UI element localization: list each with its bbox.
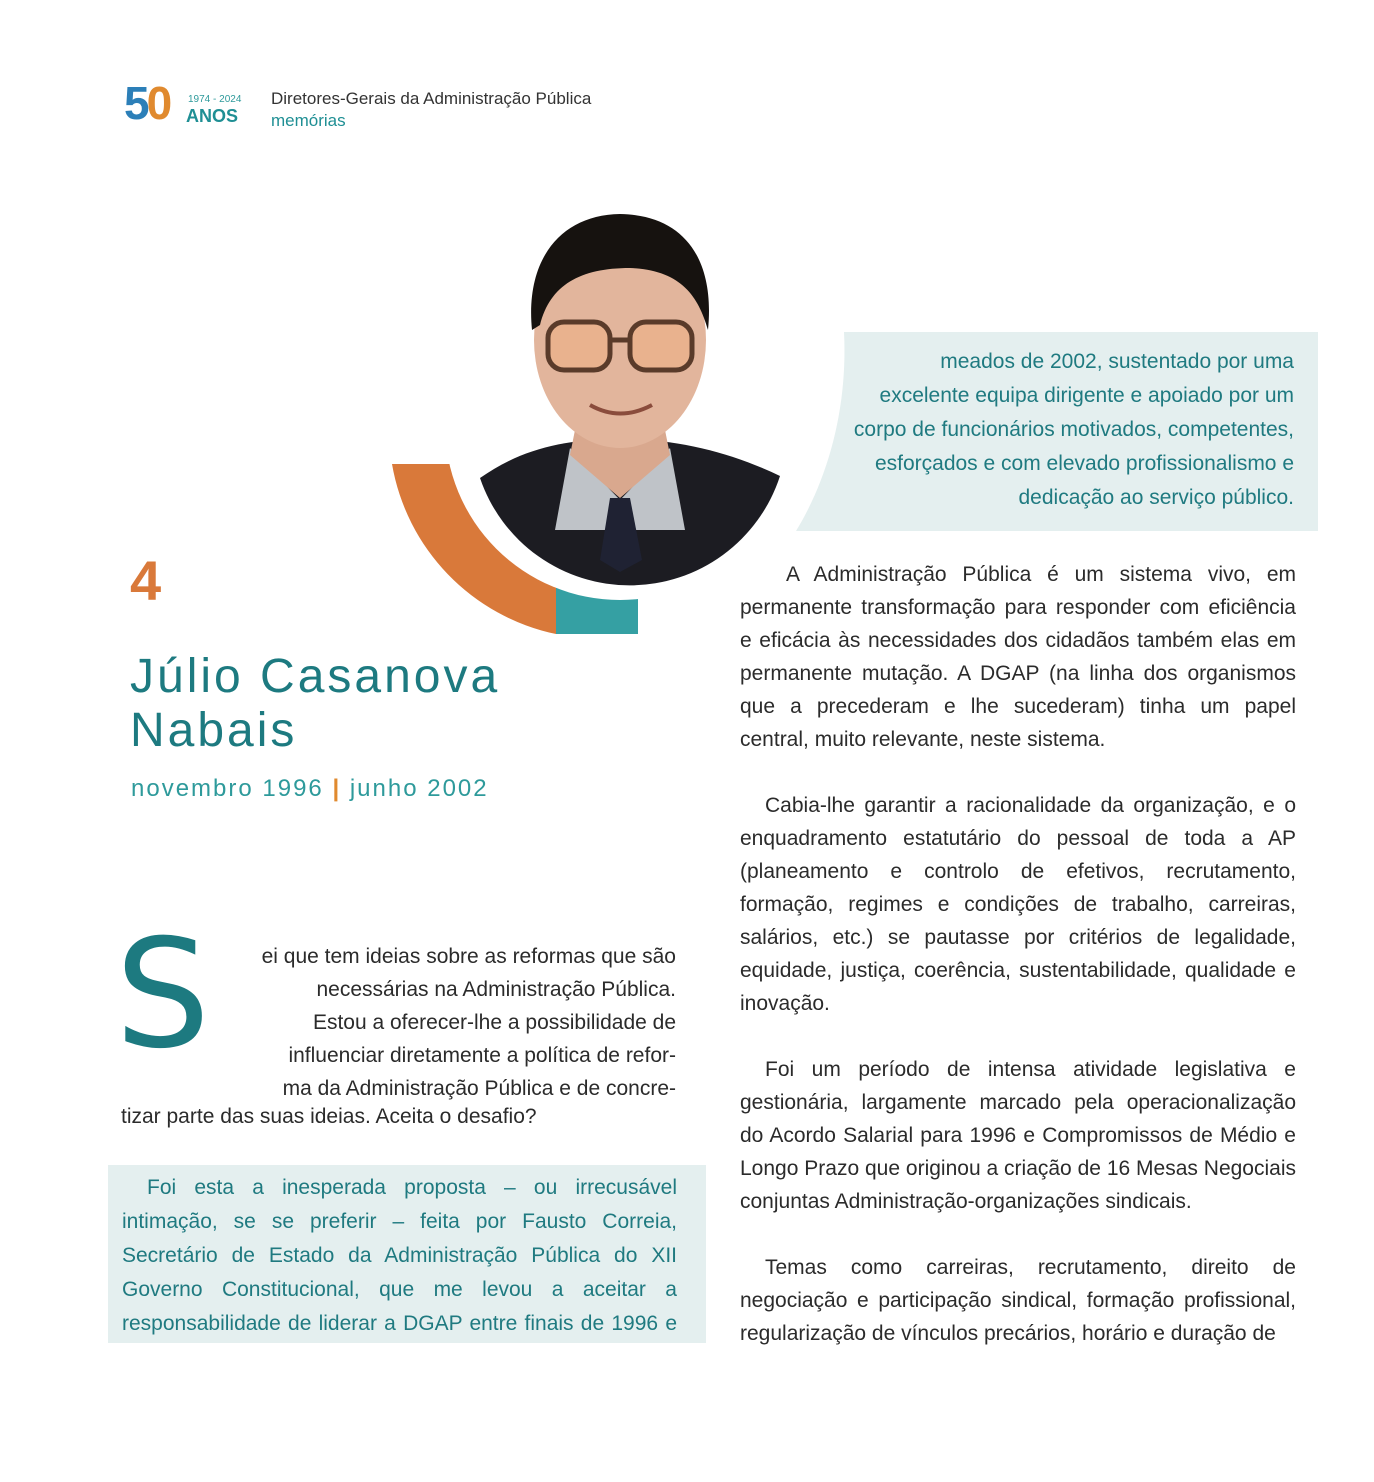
quote-top: meados de 2002, sustentado por uma excelente equipa dirigente e apoiado por um corpo de funcionários motivados, competentes, esforçados e com elevado profissionalismo e dedicação ao serviço público.: [853, 350, 1294, 509]
logo-years: 1974 - 2024: [188, 94, 242, 105]
profile-number: 4: [130, 549, 162, 612]
body-paragraph: Cabia-lhe garantir a racionalidade da organização, e o enquadramento estatutário do pessoal de toda a AP (planeamento e controlo de efetivos, recrutamento, formação, regimes e condições de trabalho, carreiras, salários, etc.) se pautasse por critérios de legalidade, equidade, justiça, coerência, sustentabilidade, qualidade e inovação.: [740, 794, 1296, 1015]
intro-line: necessárias na Administração Pública.: [316, 978, 676, 1001]
profile-name-line2: Nabais: [130, 704, 298, 757]
date-start: novembro 1996: [131, 775, 324, 802]
profile-dates: [131, 775, 489, 803]
dropcap: S: [115, 908, 211, 1082]
profile-name: [130, 650, 650, 758]
intro-line: ei que tem ideias sobre as reformas que são: [261, 945, 676, 968]
intro-line: influenciar diretamente a política de refor-: [288, 1044, 676, 1067]
header-title: Diretores-Gerais da Administração Pública: [271, 89, 592, 108]
body-column: [740, 558, 1296, 1383]
intro-line: ma da Administração Pública e de concre-: [282, 1077, 676, 1100]
logo-50-anos: [124, 77, 254, 130]
intro-paragraph: [240, 940, 676, 1105]
logo-anos: ANOS: [186, 106, 239, 126]
logo-number: 50: [124, 77, 170, 129]
portrait-graphic: [380, 200, 800, 645]
body-paragraph: Temas como carreiras, recrutamento, direito de negociação e participação sindical, formação profissional, regularização de vínculos precários, horário e duração de: [740, 1256, 1296, 1345]
intro-line: Estou a oferecer-lhe a possibilidade de: [312, 1011, 676, 1034]
profile-name-line1: Júlio Casanova: [130, 650, 501, 703]
body-paragraph: Foi um período de intensa atividade legislativa e gestionária, largamente marcado pela operacionalização do Acordo Salarial para 1996 e Compromissos de Médio e Longo Prazo que originou a criação de 16 Mesas Negociais conjuntas Administração-organizações sindicais.: [740, 1058, 1296, 1213]
date-end: junho 2002: [349, 775, 489, 802]
header-subtitle: memórias: [271, 111, 346, 130]
date-separator: |: [332, 775, 342, 802]
quote-bottom: Foi esta a inesperada proposta – ou irrecusável intimação, se se preferir – feita por Fausto Correia, Secretário de Estado da Administração Pública do XII Governo Constitucional, que me levou a aceitar a responsabilidade de liderar a DGAP entre finais de 1996 e: [122, 1176, 677, 1335]
intro-last-line: tizar parte das suas ideias. Aceita o desafio?: [121, 1105, 537, 1128]
body-paragraph: A Administração Pública é um sistema vivo, em permanente transformação para responder com eficiência e eficácia às necessidades dos cidadãos também elas em permanente mutação. A DGAP (na linha dos organismos que a precederam e lhe sucederam) tinha um papel central, muito relevante, neste sistema.: [740, 563, 1296, 751]
